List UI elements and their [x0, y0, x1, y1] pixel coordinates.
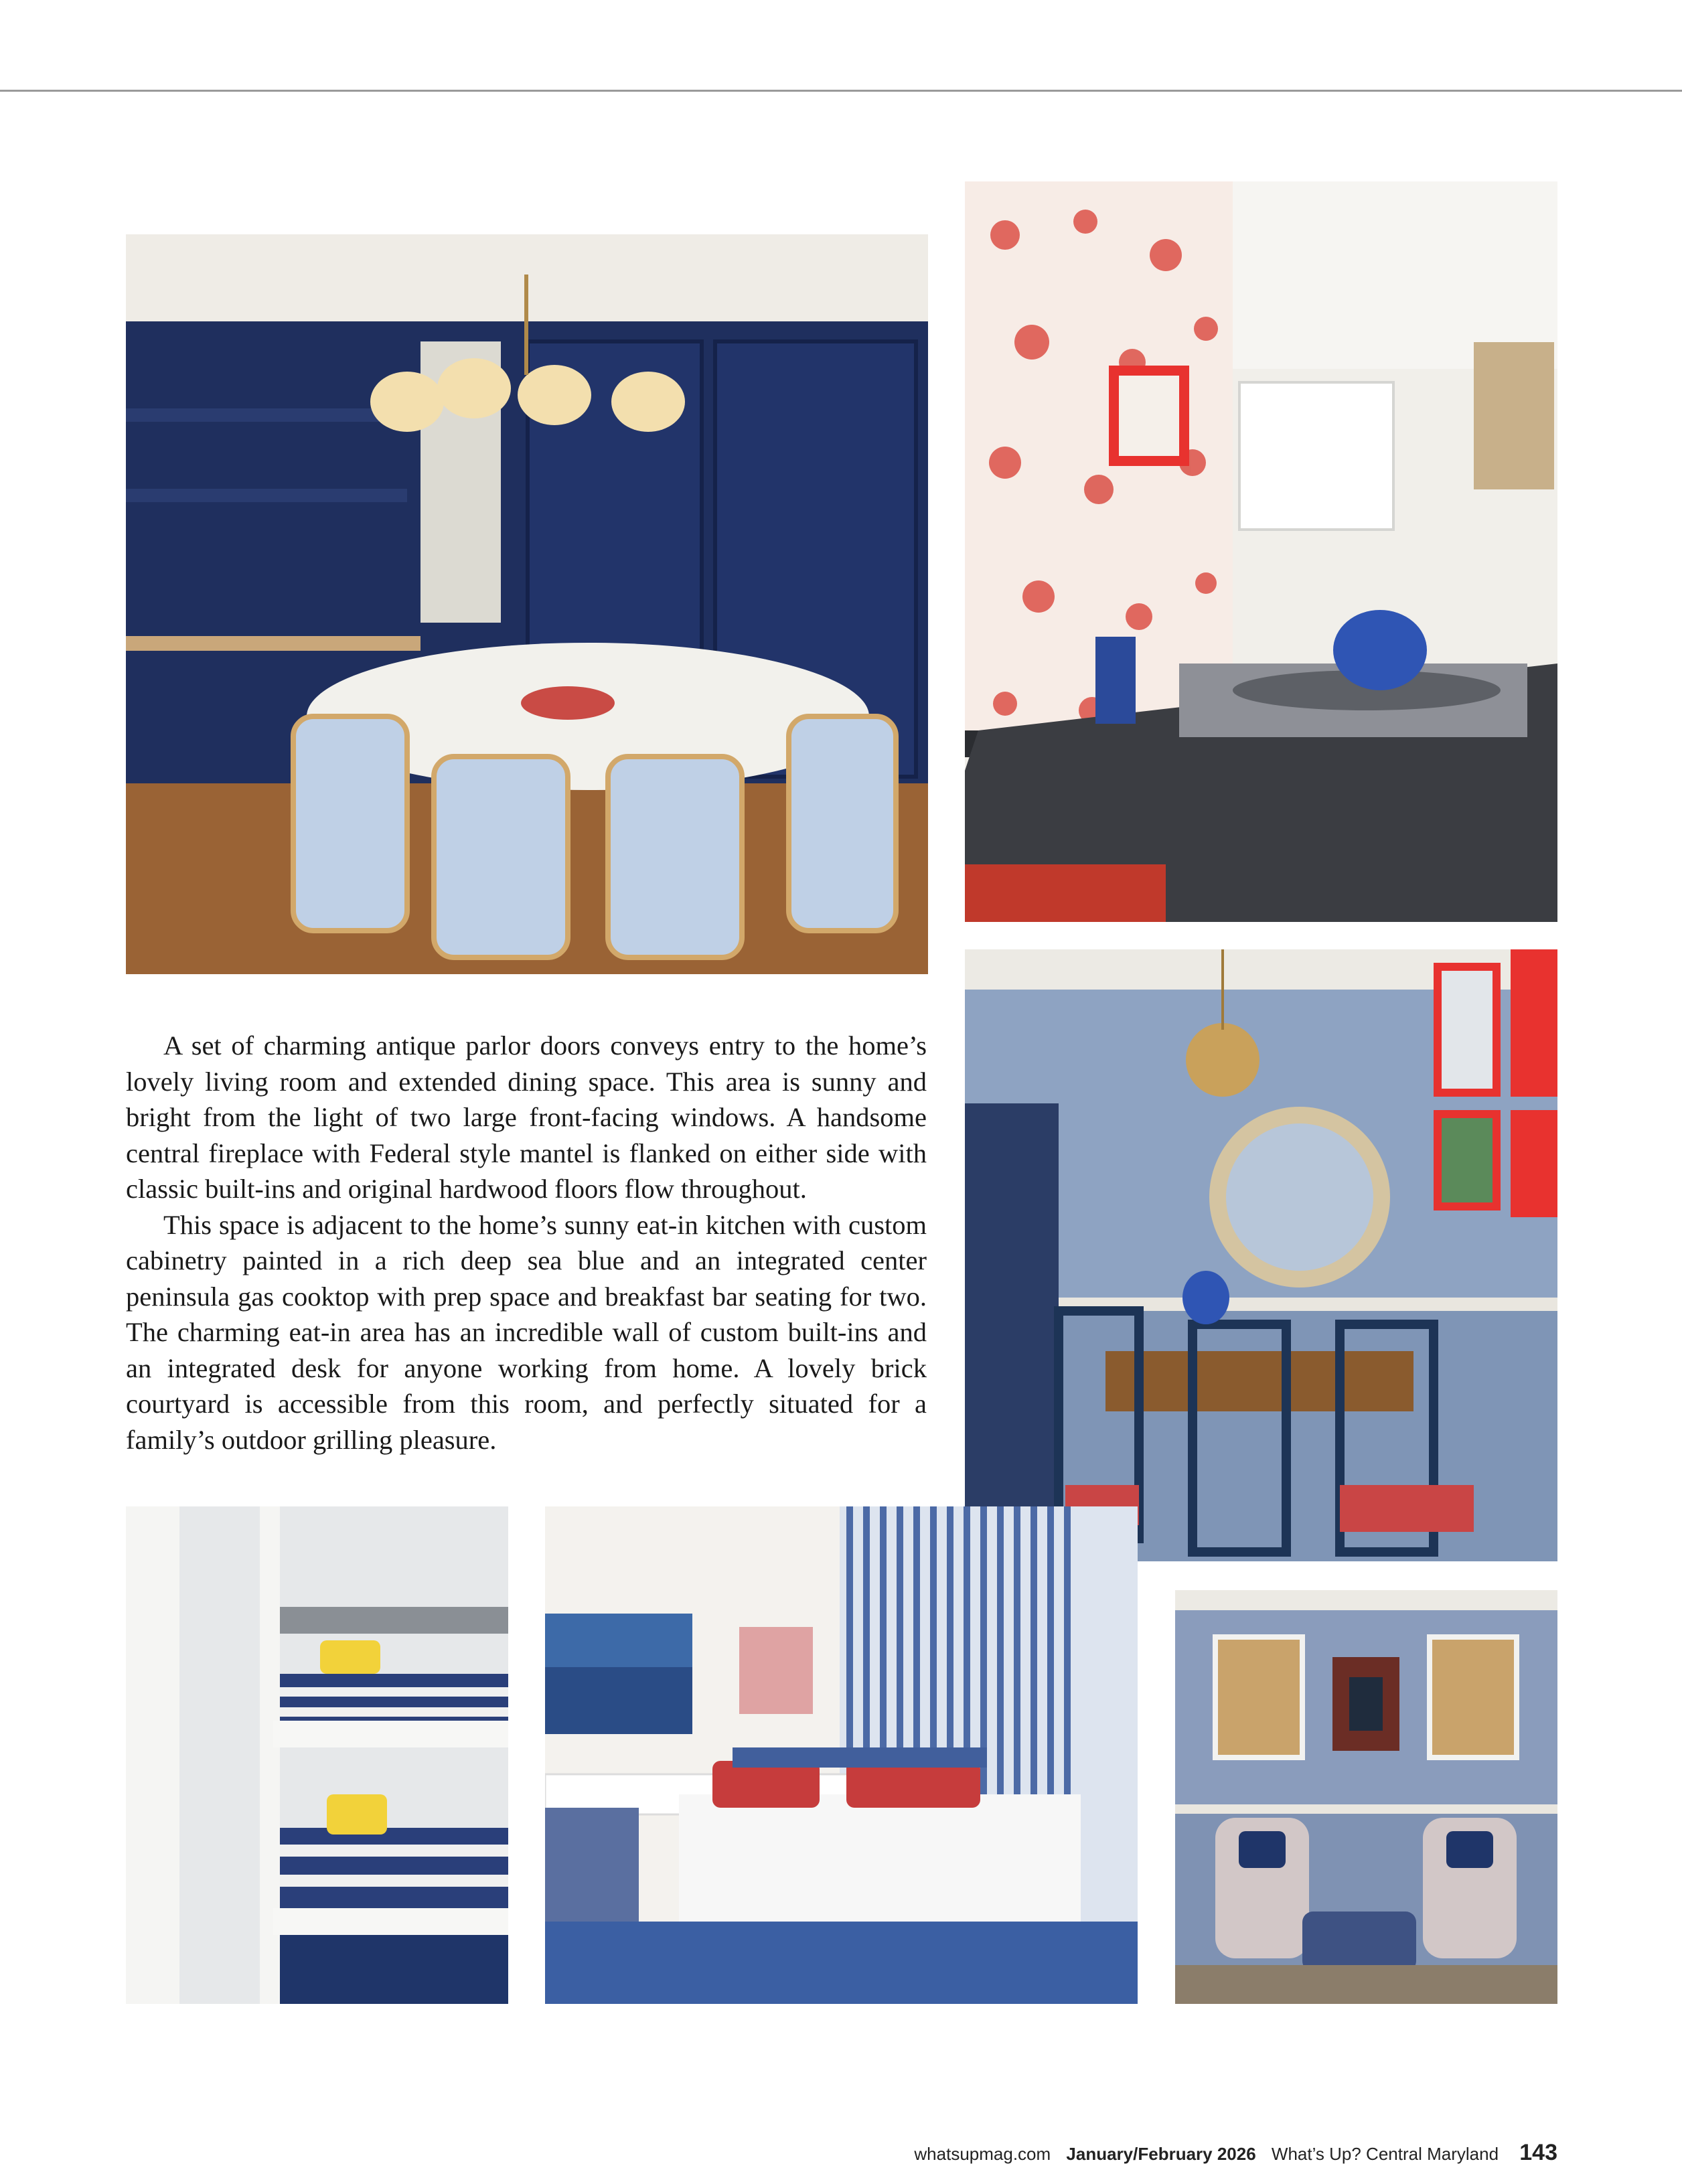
footer-website[interactable]: whatsupmag.com	[914, 2144, 1051, 2164]
page-footer	[914, 2140, 1557, 2166]
dining-nook-photo	[965, 949, 1557, 1561]
dining-room-photo	[126, 234, 928, 974]
article-paragraph: This space is adjacent to the home’s sunny eat-in kitchen with custom cabinetry painted in a rich deep sea blue and an integrated center peninsula gas cooktop with prep space and breakfast bar seating for two. The charming eat-in area has an incredible wall of custom built-ins and an integrated desk for anyone working from home. A lovely brick courtyard is accessible from this room, and perfectly situated for a family’s outdoor grilling pleasure.	[126, 1209, 927, 1455]
footer-issue-date: January/February 2026	[1066, 2144, 1256, 2164]
bedroom-photo	[545, 1506, 1138, 2004]
footer-magazine-name: What’s Up? Central Maryland	[1271, 2144, 1499, 2164]
kitchen-photo	[965, 181, 1557, 922]
top-rule	[0, 90, 1682, 92]
bunk-room-photo	[126, 1506, 508, 2004]
article-body	[126, 1028, 927, 1458]
sitting-room-photo	[1175, 1590, 1557, 2004]
article-paragraph: A set of charming antique parlor doors conveys entry to the home’s lovely living room and extended dining space. This area is sunny and bright from the light of two large front-facing windows. A handsome central fireplace with Federal style mantel is flanked on either side with classic built-ins and original hardwood floors flow throughout.	[126, 1030, 927, 1204]
page-number: 143	[1519, 2140, 1557, 2165]
